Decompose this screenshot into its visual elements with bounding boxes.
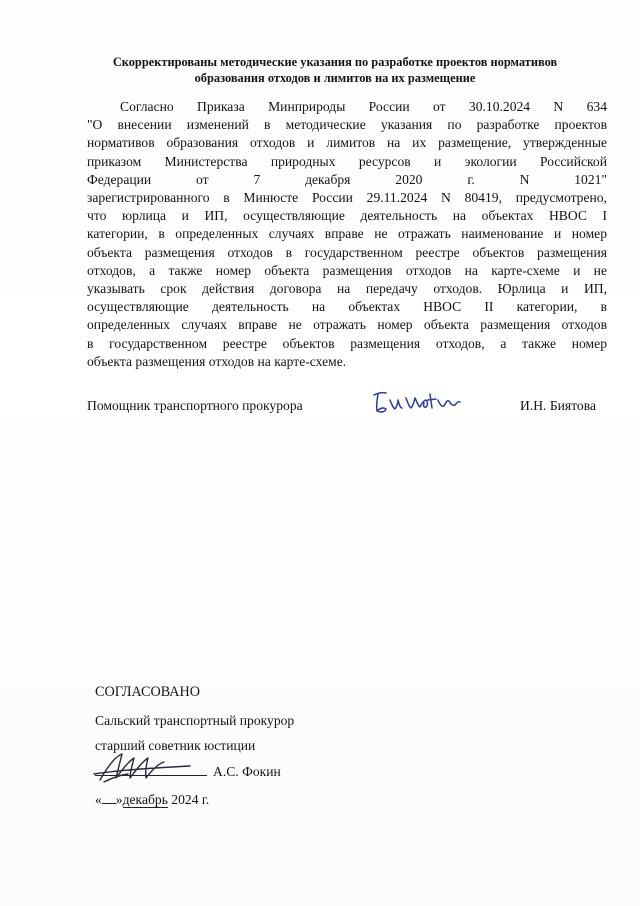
body-line: зарегистрированного в Минюсте России 29.11.2024 N 80419, предусмотрено,	[87, 190, 607, 206]
body-line: объекта размещения отходов в государственном реестре объектов размещения	[87, 244, 607, 260]
body-line: указывать срок действия договора на передачу отходов. Юрлица и ИП,	[87, 281, 607, 297]
signatory-name: И.Н. Биятова	[520, 398, 596, 413]
approval-heading: СОГЛАСОВАНО	[95, 684, 201, 700]
body-line: категории, в определенных случаях вправе не отражать наименование и номер	[87, 226, 607, 242]
handwritten-signature-biyatova	[368, 386, 464, 418]
signatory-role: Помощник транспортного прокурора	[87, 398, 303, 413]
date-close-quote: »	[115, 792, 123, 807]
body-line: нормативов образования отходов и лимитов на их размещение, утвержденные	[87, 135, 607, 151]
document-title	[80, 54, 590, 86]
title-line-2: образования отходов и лимитов на их размещение	[194, 71, 476, 85]
signature-blank-line	[95, 762, 207, 776]
body-line: в государственном реестре объектов размещения отходов, а также номер	[87, 335, 607, 351]
approval-organization: Сальский транспортный прокурор	[95, 713, 295, 728]
date-open-quote: «	[95, 792, 102, 807]
body-line: Федерации от 7 декабря 2020 г. N 1021"	[87, 171, 607, 187]
approval-rank: старший советник юстиции	[95, 738, 256, 753]
body-line: что юрлица и ИП, осуществляющие деятельность на объектах НВОС I	[87, 208, 607, 224]
date-year: 2024 г.	[171, 792, 210, 807]
approval-date	[95, 790, 209, 809]
approver-name: А.С. Фокин	[213, 764, 281, 779]
approval-signature-line	[95, 762, 281, 781]
body-line: Согласно Приказа Минприроды России от 30.10.2024 N 634	[120, 99, 607, 114]
body-line: приказом Министерства природных ресурсов и экологии Российской	[87, 153, 607, 169]
date-month: декабрь	[122, 792, 168, 807]
body-line: осуществляющие деятельность на объектах НВОС II категории, в	[87, 299, 607, 315]
date-day-blank	[102, 790, 116, 804]
body-line: объекта размещения отходов на карте-схеме.	[87, 353, 347, 369]
body-line: отходов, а также номер объекта размещения отходов на карте-схеме и не	[87, 262, 607, 278]
body-line: "О внесении изменений в методические указания по разработке проектов	[87, 117, 607, 133]
body-line: определенных случаях вправе не отражать номер объекта размещения отходов	[87, 317, 607, 333]
body-paragraph	[87, 98, 607, 371]
title-line-1: Скорректированы методические указания по разработке проектов нормативов	[112, 55, 558, 69]
